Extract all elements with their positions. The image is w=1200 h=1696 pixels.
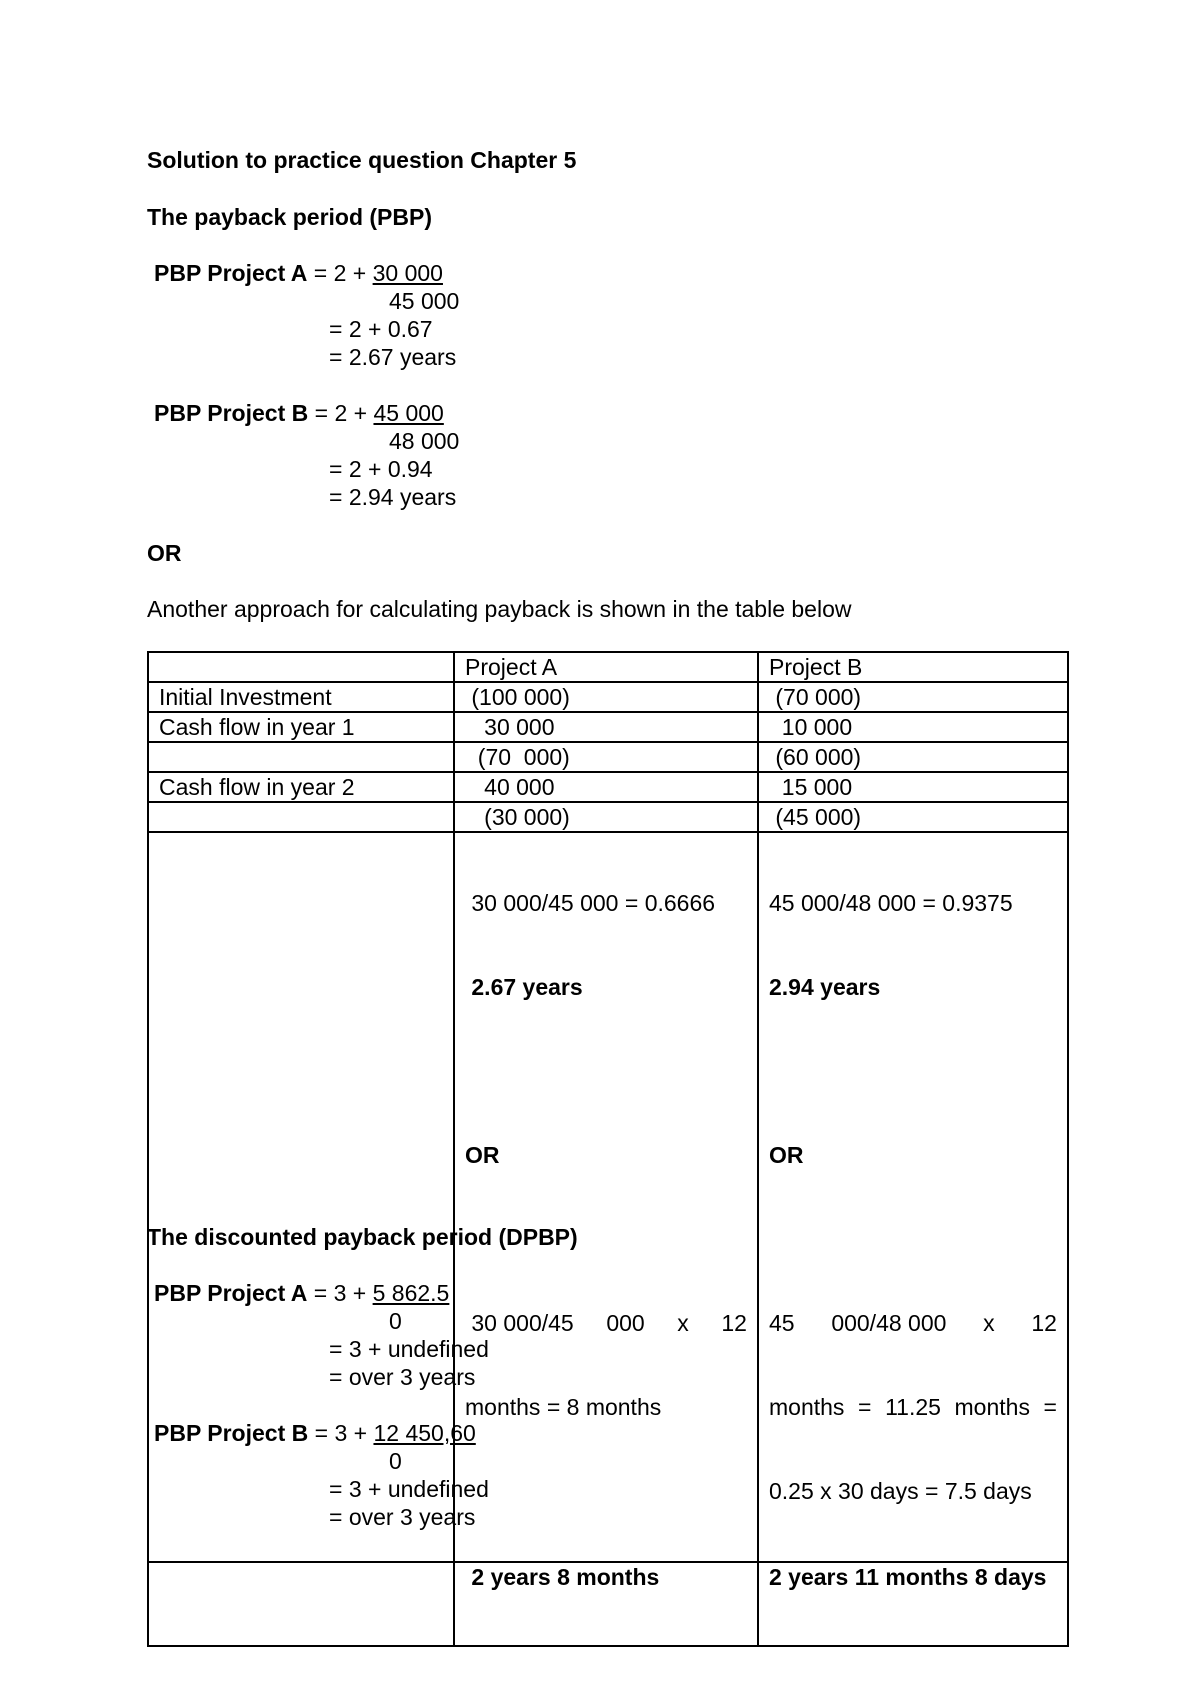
calc-b-line1: 45 000/48 000 = 0.9375: [769, 890, 1013, 916]
calc-a-line1: 30 000/45 000 = 0.6666: [465, 890, 716, 916]
dpbp-project-a-step1: = 3 + undefined: [329, 1336, 489, 1362]
pbp-heading: The payback period (PBP): [147, 204, 433, 230]
dpbp-heading: The discounted payback period (DPBP): [147, 1224, 578, 1250]
table-cell-project-b: (45 000): [758, 802, 1068, 832]
pbp-project-a-label: PBP Project A: [154, 260, 308, 286]
dpbp-project-a-eq: = 3 +: [307, 1280, 373, 1306]
calc-b-line3: [769, 1309, 1057, 1337]
table-calc-row: [148, 832, 1068, 1562]
dpbp-project-b-step1: = 3 + undefined: [329, 1476, 489, 1502]
dpbp-project-a-formula: [154, 1279, 449, 1307]
dpbp-project-a-label: PBP Project A: [154, 1280, 308, 1306]
table-cell-label: [148, 1562, 454, 1646]
pbp-project-a-step2: = 2.67 years: [329, 344, 457, 370]
table-row: [148, 712, 1068, 742]
dpbp-project-b-formula: [154, 1419, 476, 1447]
pbp-project-a-step1: = 2 + 0.67: [329, 316, 433, 342]
pbp-project-a-eq: = 2 +: [307, 260, 373, 286]
calc-b-part: months: [769, 1394, 845, 1420]
calc-a-part: 000: [606, 1310, 645, 1336]
pbp-project-b-formula: [154, 399, 444, 427]
dpbp-project-b-denominator: 0: [389, 1448, 402, 1474]
pbp-project-b-step2: = 2.94 years: [329, 484, 457, 510]
calc-b-part: 45: [769, 1310, 795, 1336]
page-title: Solution to practice question Chapter 5: [147, 147, 577, 173]
calc-b-part: =: [858, 1394, 872, 1420]
dpbp-project-b-eq: = 3 +: [308, 1420, 374, 1446]
table-result-project-a: 2 years 8 months: [454, 1562, 758, 1646]
calc-a-part: x: [677, 1310, 689, 1336]
approach-text: Another approach for calculating payback is shown in the table below: [147, 596, 852, 622]
calc-b-part: months: [954, 1394, 1030, 1420]
calc-a-line3: [465, 1309, 747, 1337]
table-cell-label: [148, 832, 454, 1562]
table-cell-label: Cash flow in year 1: [148, 712, 454, 742]
table-cell-project-a: (70 000): [454, 742, 758, 772]
calc-b-part: 12: [1031, 1310, 1057, 1336]
table-cell-project-b: 15 000: [758, 772, 1068, 802]
dpbp-project-b-step2: = over 3 years: [329, 1504, 476, 1530]
calc-b-line5: 0.25 x 30 days = 7.5 days: [769, 1478, 1032, 1504]
table-cell-label: [148, 742, 454, 772]
table-result-project-b: 2 years 11 months 8 days: [758, 1562, 1068, 1646]
dpbp-project-a-denominator: 0: [389, 1308, 402, 1334]
pbp-project-b-denominator: 48 000: [389, 428, 460, 454]
table-cell-label: [148, 802, 454, 832]
pbp-project-b-step1: = 2 + 0.94: [329, 456, 433, 482]
table-header-project-b: Project B: [758, 652, 1068, 682]
table-cell-label: Initial Investment: [148, 682, 454, 712]
calc-a-line4: months = 8 months: [465, 1394, 662, 1420]
table-cell-project-b: (60 000): [758, 742, 1068, 772]
table-cell-label: Cash flow in year 2: [148, 772, 454, 802]
table-header-row: [148, 652, 1068, 682]
calc-b-part: 000/48 000: [831, 1310, 947, 1336]
table-calc-project-a: [454, 832, 758, 1562]
table-cell-project-a: (30 000): [454, 802, 758, 832]
calc-b-years: 2.94 years: [769, 974, 881, 1000]
calc-b-part: =: [1043, 1394, 1057, 1420]
dpbp-project-b-label: PBP Project B: [154, 1420, 309, 1446]
calc-a-part: 12: [721, 1310, 747, 1336]
pbp-project-a-denominator: 45 000: [389, 288, 460, 314]
calc-a-or: OR: [465, 1142, 500, 1168]
dpbp-project-a-step2: = over 3 years: [329, 1364, 476, 1390]
pbp-project-a-formula: [154, 259, 443, 287]
table-row: [148, 802, 1068, 832]
calc-a-part: 30 000/45: [465, 1310, 574, 1336]
table-result-row: [148, 1562, 1068, 1646]
table-calc-project-b: [758, 832, 1068, 1562]
dpbp-project-b-numerator: 12 450,60: [373, 1420, 476, 1446]
table-cell-project-b: (70 000): [758, 682, 1068, 712]
or-divider: OR: [147, 540, 182, 566]
table-header-cell: [148, 652, 454, 682]
calc-a-years: 2.67 years: [465, 974, 583, 1000]
table-row: [148, 682, 1068, 712]
payback-table: [147, 651, 1069, 1647]
table-cell-project-a: (100 000): [454, 682, 758, 712]
calc-b-part: 11.25: [885, 1394, 941, 1420]
table-cell-project-a: 30 000: [454, 712, 758, 742]
table-row: [148, 742, 1068, 772]
pbp-project-a-numerator: 30 000: [372, 260, 443, 286]
calc-b-part: x: [983, 1310, 995, 1336]
pbp-project-b-label: PBP Project B: [154, 400, 309, 426]
table-header-project-a: Project A: [454, 652, 758, 682]
table-row: [148, 772, 1068, 802]
calc-b-line4: [769, 1393, 1057, 1421]
pbp-project-b-eq: = 2 +: [308, 400, 374, 426]
pbp-project-b-numerator: 45 000: [373, 400, 444, 426]
dpbp-project-a-numerator: 5 862.5: [372, 1280, 450, 1306]
calc-b-or: OR: [769, 1142, 804, 1168]
table-cell-project-b: 10 000: [758, 712, 1068, 742]
table-cell-project-a: 40 000: [454, 772, 758, 802]
